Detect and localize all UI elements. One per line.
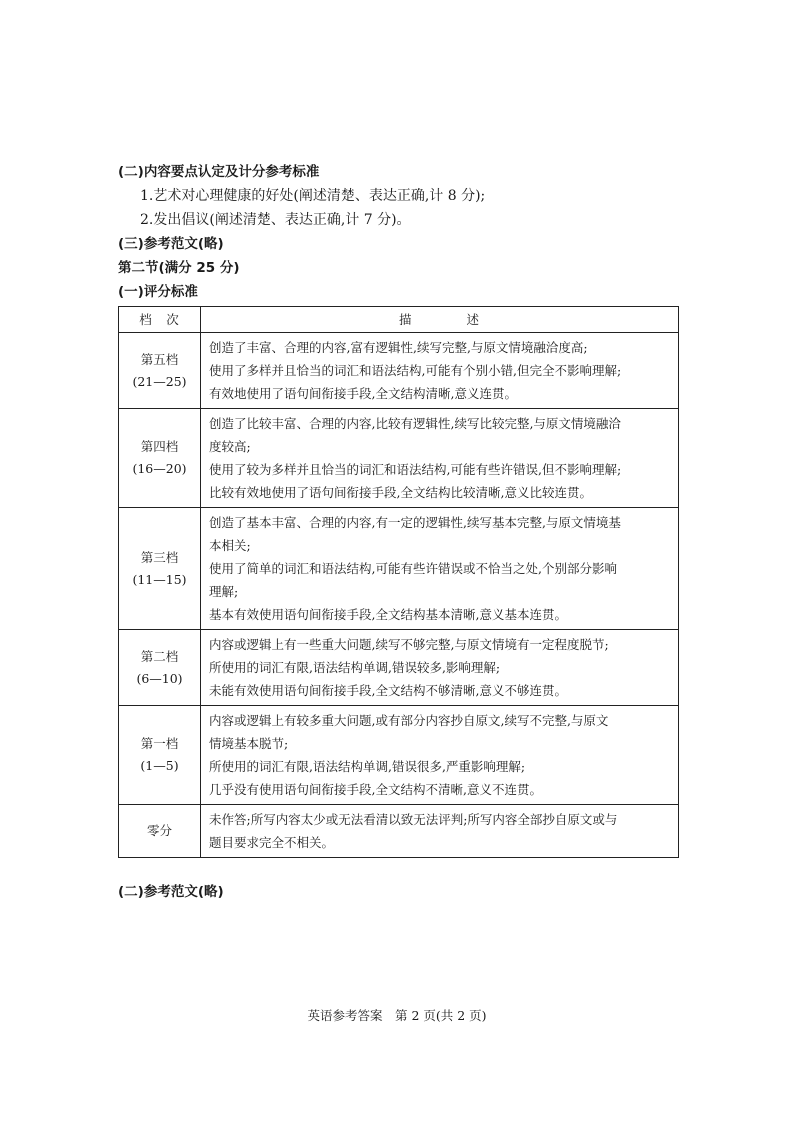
table-row (119, 630, 679, 706)
header-band: 档 次 (119, 307, 201, 333)
part-two-title: 第二节(满分 25 分) (118, 260, 240, 276)
table-header-row (119, 307, 679, 333)
description-line: 内容或逻辑上有一些重大问题,续写不够完整,与原文情境有一定程度脱节; (209, 637, 609, 652)
band-range: (21—25) (132, 373, 187, 389)
section-heading-sample-essay: (三)参考范文(略) (118, 236, 224, 252)
content-point-2: 2.发出倡议(阐述清楚、表达正确,计 7 分)。 (140, 212, 411, 228)
table-row (119, 706, 679, 805)
description-cell (201, 333, 679, 409)
description-line: 未能有效使用语句间衔接手段,全文结构不够清晰,意义不够连贯。 (209, 683, 567, 698)
description-cell (201, 409, 679, 508)
band-cell (119, 630, 201, 706)
band-name: 第三档 (140, 549, 179, 565)
sample-essay-heading: (二)参考范文(略) (118, 884, 224, 900)
description-cell (201, 706, 679, 805)
band-name: 第一档 (140, 736, 179, 751)
band-range: (6—10) (136, 670, 183, 686)
description-line: 基本有效使用语句间衔接手段,全文结构基本清晰,意义基本连贯。 (209, 607, 567, 622)
description-line: 使用了简单的词汇和语法结构,可能有些许错误或不恰当之处,个别部分影响 (209, 561, 617, 576)
description-line: 题目要求完全不相关。 (209, 835, 335, 850)
page-footer: 英语参考答案 第 2 页(共 2 页) (307, 1008, 487, 1023)
band-name: 零分 (146, 823, 172, 838)
band-name: 第二档 (140, 648, 179, 664)
description-line: 几乎没有使用语句间衔接手段,全文结构不清晰,意义不连贯。 (209, 782, 542, 797)
table-row (119, 333, 679, 409)
band-range: (11—15) (132, 571, 187, 587)
description-line: 未作答;所写内容太少或无法看清以致无法评判;所写内容全部抄自原文或与 (209, 812, 618, 827)
description-line: 所使用的词汇有限,语法结构单调,错误较多,影响理解; (209, 660, 501, 675)
table-row (119, 508, 679, 630)
band-cell (119, 333, 201, 409)
section-heading-content-points: (二)内容要点认定及计分参考标准 (118, 164, 320, 180)
content-point-1: 1.艺术对心理健康的好处(阐述清楚、表达正确,计 8 分); (140, 188, 486, 204)
description-cell (201, 630, 679, 706)
description-line: 创造了比较丰富、合理的内容,比较有逻辑性,续写比较完整,与原文情境融洽 (209, 416, 621, 431)
description-line: 使用了多样并且恰当的词汇和语法结构,可能有个别小错,但完全不影响理解; (209, 363, 622, 378)
band-range: (1—5) (140, 758, 179, 773)
description-line: 本相关; (209, 538, 251, 553)
description-line: 创造了丰富、合理的内容,富有逻辑性,续写完整,与原文情境融洽度高; (209, 340, 588, 355)
band-range: (16—20) (132, 461, 187, 476)
description-line: 情境基本脱节; (209, 736, 289, 751)
grading-criteria-heading: (一)评分标准 (118, 284, 198, 300)
header-description: 描 述 (201, 307, 679, 333)
description-cell (201, 508, 679, 630)
description-line: 使用了较为多样并且恰当的词汇和语法结构,可能有些许错误,但不影响理解; (209, 462, 622, 477)
table-row (119, 805, 679, 858)
description-line: 有效地使用了语句间衔接手段,全文结构清晰,意义连贯。 (209, 386, 517, 401)
band-name: 第四档 (140, 439, 179, 454)
band-name: 第五档 (140, 351, 179, 367)
description-line: 理解; (209, 584, 239, 599)
table-row (119, 409, 679, 508)
description-cell (201, 805, 679, 858)
band-cell (119, 508, 201, 630)
band-cell (119, 706, 201, 805)
description-line: 比较有效地使用了语句间衔接手段,全文结构比较清晰,意义比较连贯。 (209, 485, 592, 500)
description-line: 度较高; (209, 439, 251, 454)
description-line: 所使用的词汇有限,语法结构单调,错误很多,严重影响理解; (209, 759, 526, 774)
description-line: 内容或逻辑上有较多重大问题,或有部分内容抄自原文,续写不完整,与原文 (209, 713, 609, 728)
band-cell (119, 409, 201, 508)
description-line: 创造了基本丰富、合理的内容,有一定的逻辑性,续写基本完整,与原文情境基 (209, 515, 621, 530)
band-cell (119, 805, 201, 858)
grading-criteria-table (118, 306, 679, 858)
